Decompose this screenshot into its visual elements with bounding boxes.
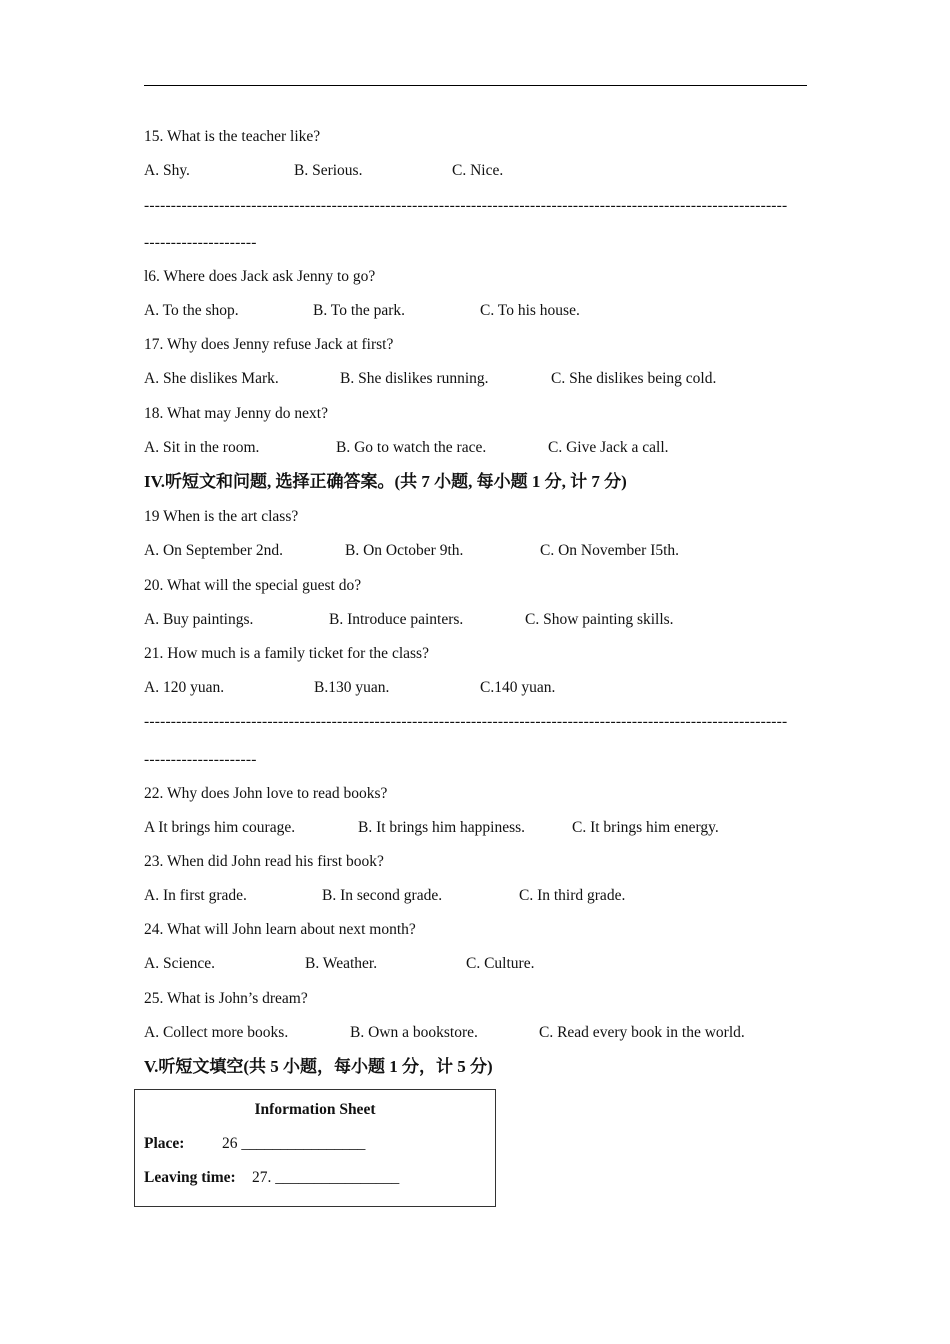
question-19: 19 When is the art class? (144, 508, 299, 525)
question-22: 22. Why does John love to read books? (144, 785, 388, 802)
question-18: 18. What may Jenny do next? (144, 405, 328, 422)
place-blank[interactable]: 26 ________________ (222, 1135, 366, 1152)
information-sheet-title: Information Sheet (254, 1101, 376, 1118)
dashed-separator-long: ------------------------------------------------------------------------------------------------------------------------ (144, 197, 788, 214)
leaving-time-label: Leaving time: (144, 1169, 236, 1186)
question-17: 17. Why does Jenny refuse Jack at first? (144, 336, 394, 353)
q24-option-c: C. Culture. (466, 955, 535, 972)
q18-option-a: A. Sit in the room. (144, 439, 260, 456)
question-25: 25. What is John’s dream? (144, 990, 308, 1007)
q17-option-a: A. She dislikes Mark. (144, 370, 279, 387)
q22-option-b: B. It brings him happiness. (358, 819, 526, 836)
q21-option-b: B.130 yuan. (314, 679, 390, 696)
q20-option-a: A. Buy paintings. (144, 611, 254, 628)
q15-option-b: B. Serious. (294, 162, 363, 179)
q15-option-c: C. Nice. (452, 162, 504, 179)
q19-option-a: A. On September 2nd. (144, 542, 284, 559)
question-20: 20. What will the special guest do? (144, 577, 362, 594)
q21-option-a: A. 120 yuan. (144, 679, 225, 696)
q23-option-a: A. In first grade. (144, 887, 247, 904)
q20-option-b: B. Introduce painters. (329, 611, 464, 628)
question-16: l6. Where does Jack ask Jenny to go? (144, 268, 376, 285)
q16-option-c: C. To his house. (480, 302, 580, 319)
q17-option-c: C. She dislikes being cold. (551, 370, 717, 387)
information-sheet (134, 1089, 496, 1207)
q22-option-c: C. It brings him energy. (572, 819, 719, 836)
q20-option-c: C. Show painting skills. (525, 611, 674, 628)
q19-option-b: B. On October 9th. (345, 542, 464, 559)
q16-option-b: B. To the park. (313, 302, 406, 319)
question-23: 23. When did John read his first book? (144, 853, 384, 870)
q23-option-b: B. In second grade. (322, 887, 443, 904)
section-v-heading: V.听短文填空(共 5 小题，每小题 1 分，计 5 分) (144, 1057, 493, 1076)
q24-option-a: A. Science. (144, 955, 216, 972)
q21-option-c: C.140 yuan. (480, 679, 556, 696)
q25-option-a: A. Collect more books. (144, 1024, 289, 1041)
leaving-time-blank[interactable]: 27. ________________ (252, 1169, 400, 1186)
q18-option-b: B. Go to watch the race. (336, 439, 487, 456)
dashed-separator-long: ------------------------------------------------------------------------------------------------------------------------ (144, 713, 788, 730)
q18-option-c: C. Give Jack a call. (548, 439, 669, 456)
q25-option-c: C. Read every book in the world. (539, 1024, 745, 1041)
q17-option-b: B. She dislikes running. (340, 370, 489, 387)
q22-option-a: A It brings him courage. (144, 819, 296, 836)
q23-option-c: C. In third grade. (519, 887, 626, 904)
q16-option-a: A. To the shop. (144, 302, 239, 319)
dashed-separator-short: --------------------- (144, 234, 257, 251)
dashed-separator-short: --------------------- (144, 751, 257, 768)
place-label: Place: (144, 1135, 185, 1152)
q24-option-b: B. Weather. (305, 955, 378, 972)
section-iv-heading: IV.听短文和问题, 选择正确答案。(共 7 小题, 每小题 1 分, 计 7 分) (144, 472, 627, 491)
header-rule (144, 85, 807, 86)
q19-option-c: C. On November I5th. (540, 542, 680, 559)
q25-option-b: B. Own a bookstore. (350, 1024, 478, 1041)
question-15: 15. What is the teacher like? (144, 128, 321, 145)
q15-option-a: A. Shy. (144, 162, 190, 179)
question-21: 21. How much is a family ticket for the class? (144, 645, 429, 662)
question-24: 24. What will John learn about next month? (144, 921, 416, 938)
